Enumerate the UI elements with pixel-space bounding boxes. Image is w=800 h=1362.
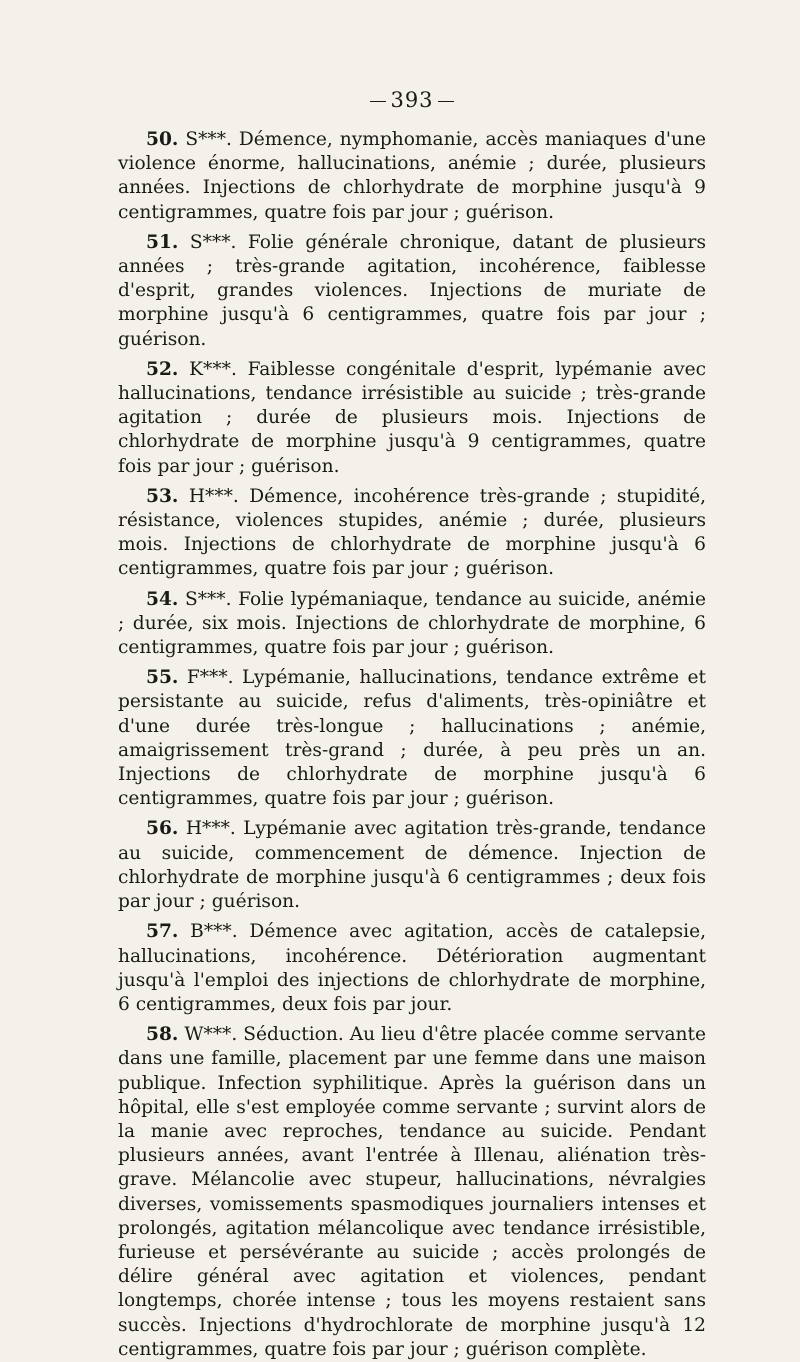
case-text: F***. Lypémanie, hallucinations, tendance extrême et persistante au suicide, refus d'aliments, très-opiniâtre et d'une durée très-longue ; hallucinations ; anémie, amaigrissement très-grand ; durée, à peu près un an. Injections de chlorhydrate de morphine jusqu'à 6 centigrammes, quatre fois par jour ; guérison. xyxy=(118,667,706,810)
case-entry xyxy=(118,1023,706,1362)
case-entry xyxy=(118,231,706,352)
case-list xyxy=(118,128,706,1362)
case-entry xyxy=(118,485,706,582)
case-number: 57. xyxy=(146,921,179,943)
case-number: 51. xyxy=(146,231,179,253)
case-entry xyxy=(118,358,706,479)
case-entry xyxy=(118,817,706,914)
case-number: 54. xyxy=(146,588,179,610)
case-entry xyxy=(118,666,706,811)
case-text: K***. Faiblesse congénitale d'esprit, lypémanie avec hallucinations, tendance irrésistible au suicide ; très-grande agitation ; durée de plusieurs mois. Injections de chlorhydrate de morphine jusqu'à 9 centigrammes, quatre fois par jour ; guérison. xyxy=(118,358,706,477)
case-text: H***. Lypémanie avec agitation très-grande, tendance au suicide, commencement de démence. Injection de chlorhydrate de morphine jusqu'à 6 centigrammes ; deux fois par jour ; guérison. xyxy=(118,818,706,913)
case-number: 52. xyxy=(146,358,179,380)
case-number: 50. xyxy=(146,129,179,150)
case-entry xyxy=(118,920,706,1017)
case-text: B***. Démence avec agitation, accès de catalepsie, hallucinations, incohérence. Détérioration augmentant jusqu'à l'emploi des injections de chlorhydrate de morphine, 6 centigrammes, deux fois par jour. xyxy=(118,921,706,1015)
case-entry xyxy=(118,588,706,661)
page-number: 393 xyxy=(118,88,706,112)
case-text: S***. Folie générale chronique, datant de plusieurs années ; très-grande agitation, incohérence, faiblesse d'esprit, grandes violences. Injections de muriate de morphine jusqu'à 6 centigrammes, quatre fois par jour ; guérison. xyxy=(118,231,706,350)
case-entry xyxy=(118,128,706,225)
case-number: 55. xyxy=(146,667,179,689)
case-text: S***. Folie lypémaniaque, tendance au suicide, anémie ; durée, six mois. Injections de chlorhydrate de morphine, 6 centigrammes, quatre fois par jour ; guérison. xyxy=(118,588,707,659)
case-text: W***. Séduction. Au lieu d'être placée comme servante dans une famille, placement par une femme dans une maison publique. Infection syphilitique. Après la guérison dans un hôpital, elle s'est employée comme servante ; survint alors de la manie avec reproches, tendance au suicide. Pendant plusieurs années, avant l'entrée à Illenau, aliénation très-grave. Mélancolie avec stupeur, hallucinations, névralgies diverses, vomissements spasmodiques journaliers intenses et prolongés, agitation mélancolique avec tendance irrésistible, furieuse et persévérante au suicide ; accès prolongés de délire général avec agitation et violences, pendant longtemps, chorée intense ; tous les moyens restaient sans succès. Injections d'hydrochlorate de morphine jusqu'à 12 centigrammes, quatre fois par jour ; guérison complète. xyxy=(118,1024,706,1360)
case-text: H***. Démence, incohérence très-grande ; stupidité, résistance, violences stupides, anémie ; durée, plusieurs mois. Injections de chlorhydrate de morphine jusqu'à 6 centigrammes, quatre fois par jour ; guérison. xyxy=(118,485,706,580)
case-number: 56. xyxy=(146,818,179,840)
case-number: 53. xyxy=(146,485,179,507)
case-text: S***. Démence, nymphomanie, accès maniaques d'une violence énorme, hallucinations, anémie ; durée, plusieurs années. Injections de chlorhydrate de morphine jusqu'à 9 centigrammes, quatre fois par jour ; guérison. xyxy=(118,129,706,223)
case-number: 58. xyxy=(146,1024,179,1046)
